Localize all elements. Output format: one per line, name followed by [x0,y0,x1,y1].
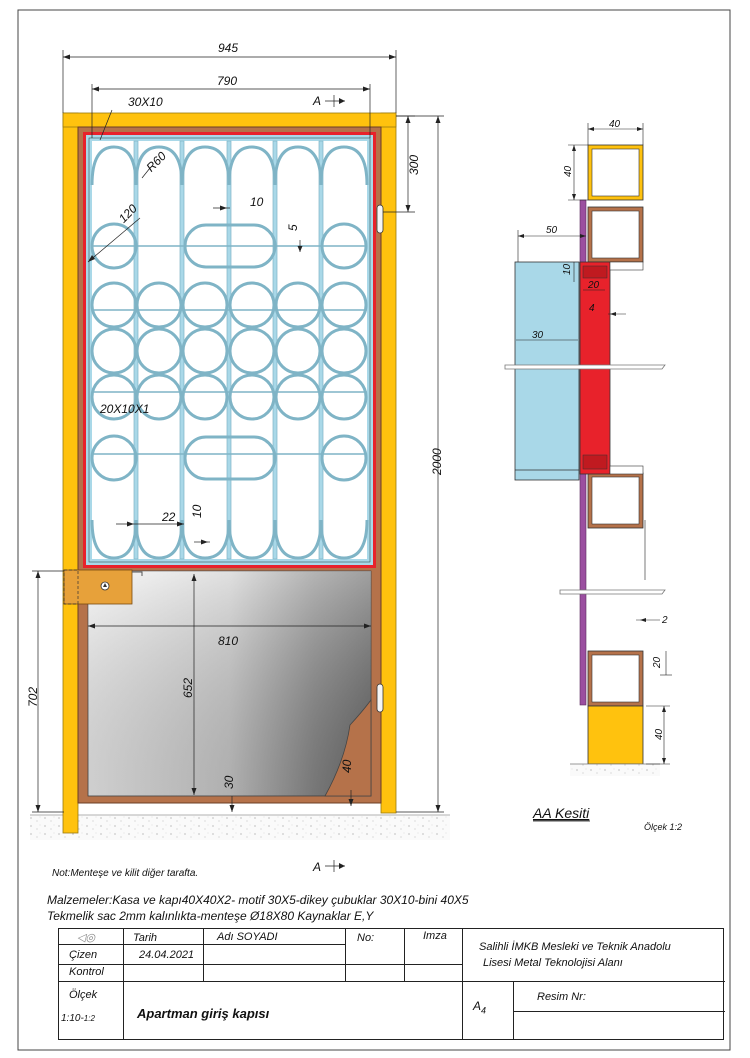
dim-10-top: 10 [250,195,264,209]
dim-5: 5 [286,224,300,231]
sec-dim-40-top: 40 [609,119,621,130]
dim-810: 810 [218,634,239,648]
school-line-1: Salihli İMKB Mesleki ve Teknik Anadolu [479,941,671,953]
row-cizen: Çizen [69,949,98,961]
dim-30x10: 30X10 [128,95,163,109]
school-line-2: Lisesi Metal Teknolojisi Alanı [483,957,623,969]
dim-2000: 2000 [430,448,444,475]
olcek-label: Ölçek [69,989,98,1001]
dim-10-low: 10 [190,504,204,518]
sec-dim-2: 2 [662,615,668,626]
col-tarih: Tarih [133,932,158,944]
dim-20x10x1: 20X10X1 [100,402,150,416]
materials-line-2: Tekmelik sac 2mm kalınlıkta-menteşe Ø18X80 Kaynaklar E,Y [47,909,374,923]
sec-dim-4: 4 [589,303,595,314]
olcek-value: 1:10-1:2 [61,1013,95,1024]
dim-120: 120 [115,201,140,226]
paper-size: $A_4$ [473,999,487,1016]
ground-strip [30,815,450,840]
title-block [58,928,724,1040]
section-scale: Ölçek 1:2 [644,822,683,832]
frame-top-rail [63,113,396,127]
row-kontrol: Kontrol [69,966,104,978]
hinge-bottom-icon [377,684,383,712]
olcek-value-2: 1:2 [83,1014,95,1023]
sec-dim-30: 30 [532,330,544,341]
sec-dim-20a: 20 [588,280,600,291]
dim-30-bottom: 30 [222,775,236,789]
dim-22: 22 [162,510,176,524]
section-blue-block [515,262,579,480]
dim-945: 945 [218,41,239,55]
hinge-top-icon [377,205,383,233]
projection-symbol: ◁◎ [77,932,96,944]
dim-652: 652 [181,677,195,698]
col-adi: Adı SOYADI [217,931,278,943]
section-view [505,119,682,832]
section-bottom-tube [588,706,643,764]
row-cizen-date: 24.04.2021 [139,949,195,961]
section-marker-top: A [313,94,322,108]
lock-box [64,570,132,604]
front-view [26,41,450,874]
hinge-note: Not:Menteşe ve kilit diğer tarafta. [52,868,199,879]
resim-nr: Resim Nr: [537,991,586,1003]
dim-790: 790 [217,74,238,88]
sec-dim-20b: 20 [652,656,663,668]
section-marker-bottom: A [313,860,322,874]
sec-dim-10: 10 [562,263,573,275]
sec-dim-40b: 40 [654,728,665,740]
dim-702: 702 [26,686,40,707]
sec-dim-50: 50 [546,225,558,236]
dim-40-bottom: 40 [340,759,354,773]
section-title: AA Kesiti [533,805,590,821]
dim-r60: R60 [143,149,169,175]
dim-300: 300 [407,154,421,175]
drawing-title: Apartman giriş kapısı [137,1006,270,1021]
col-imza: Imza [423,930,447,942]
col-no: No: [357,932,375,944]
sec-dim-40-side: 40 [563,165,574,177]
frame-left-post [63,113,78,833]
materials-line-1: Malzemeler:Kasa ve kapı40X40X2- motif 30X5-dikey çubuklar 30X10-bini 40X5 [47,893,469,907]
